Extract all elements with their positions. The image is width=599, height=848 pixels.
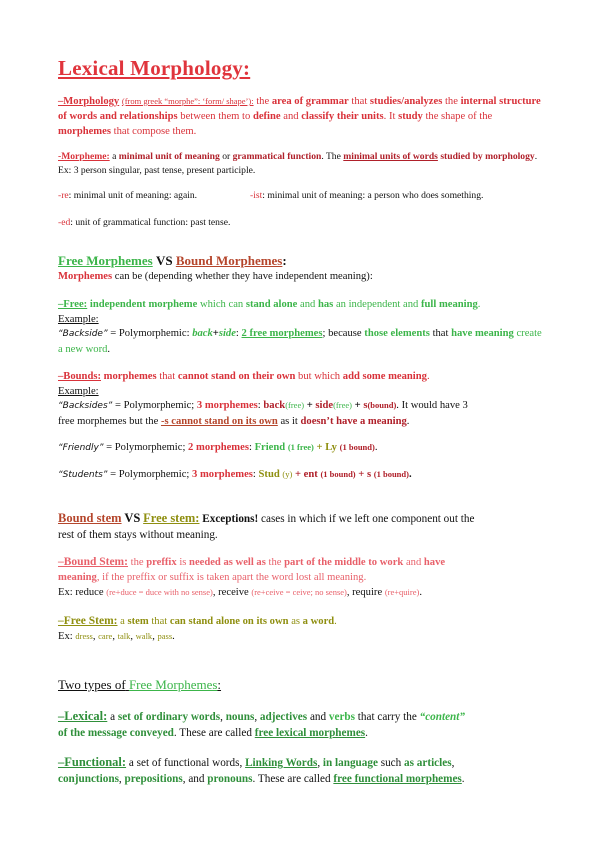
text: that xyxy=(151,616,168,627)
morphemes-term: morphemes xyxy=(103,371,157,382)
stem-paragraph xyxy=(58,511,544,543)
bound-stem-term: –Bound Stem: xyxy=(58,556,128,568)
text: . xyxy=(461,772,465,785)
example-label: Example: xyxy=(58,386,99,397)
text: and xyxy=(283,111,299,122)
morphemes-term: morphemes xyxy=(58,126,111,137)
text: . The xyxy=(321,151,341,162)
no-meaning-term: doesn’t have a meaning xyxy=(300,416,407,427)
back-morpheme: back xyxy=(192,328,213,339)
text: and xyxy=(300,299,316,310)
text: Ex: xyxy=(58,631,73,642)
free-tag: (1 free) xyxy=(287,442,314,452)
ent-morpheme: + ent xyxy=(294,469,318,480)
text: = Polymorphemic; xyxy=(106,442,186,453)
text: as it xyxy=(280,416,298,427)
free-stem-heading: Free stem: xyxy=(143,511,200,525)
text: that compose them. xyxy=(113,126,197,137)
page-title: Lexical Morphology: xyxy=(58,56,251,80)
text: a set of functional words, xyxy=(128,757,243,769)
morphology-term: –Morphology xyxy=(58,96,120,107)
s-cannot-stand: -s cannot stand on its own xyxy=(160,416,278,427)
two-free-morphemes: 2 free morphemes xyxy=(241,328,323,339)
s-morpheme: + s xyxy=(358,469,372,480)
text: Ex: reduce xyxy=(58,587,104,598)
text: , receive xyxy=(212,587,249,598)
text: that carry the xyxy=(357,711,417,723)
text: . xyxy=(426,371,430,382)
cannot-stand-term: cannot stand on their own xyxy=(177,371,296,382)
bounds-example-label xyxy=(58,384,544,399)
text: : xyxy=(235,328,239,339)
have-term: have xyxy=(423,557,446,568)
text: the xyxy=(444,96,458,107)
ly-morpheme: + Ly xyxy=(316,442,337,453)
text: : xyxy=(257,400,261,411)
example-word: talk xyxy=(117,631,131,641)
free-vs-bound-heading xyxy=(58,252,544,269)
example-word: care xyxy=(98,631,113,641)
studies-term: studies/analyzes xyxy=(369,96,443,107)
ordinary-words-term: set of ordinary words xyxy=(117,711,221,723)
text: . It xyxy=(383,111,396,122)
text: cases in which if we left one component out the xyxy=(261,513,475,525)
independent-morpheme-term: independent morpheme xyxy=(89,299,198,310)
backsides-example: “Backsides” = Polymorphemic; 3 morphemes: back(free) + side(free) + s(bound). It would have 3 free morphemes but the -s cannot stand on its own as it doesn’t have a meaning. xyxy=(58,400,468,427)
lexical-paragraph xyxy=(58,709,544,741)
functional-paragraph xyxy=(58,755,544,787)
friendly-example: “Friendly” = Polymorphemic; 2 morphemes: Friend (1 free) + Ly (1 bound). xyxy=(58,442,378,453)
free-paragraph xyxy=(58,297,544,312)
example-ist-line xyxy=(250,189,550,203)
text: as xyxy=(291,616,301,627)
text: that xyxy=(351,96,368,107)
meaning-term: meaning xyxy=(474,328,514,339)
text: a xyxy=(112,151,117,162)
text: . xyxy=(172,631,175,642)
bound-stem-heading: Bound stem xyxy=(58,511,122,525)
text: that xyxy=(432,328,449,339)
text: Two types of xyxy=(58,677,126,692)
friend-morpheme: Friend xyxy=(254,442,286,453)
receive-note: (re+ceive = ceive; no sense) xyxy=(251,587,347,597)
content-term: “content” xyxy=(419,711,465,723)
full-meaning-term: full meaning xyxy=(420,299,478,310)
text: rest of them stays without meaning. xyxy=(58,528,218,541)
pronouns-term: pronouns xyxy=(207,772,253,785)
in-language-term: in language xyxy=(322,757,378,769)
studied-term: studied xyxy=(440,151,471,162)
morphology-etymology: (from greek “morphe”: ‘form/ shape’): xyxy=(121,96,254,106)
add-meaning-term: add some meaning xyxy=(342,371,427,382)
articles-term: as articles xyxy=(404,757,452,769)
text: , xyxy=(112,631,118,642)
free-lexical-morphemes: free lexical morphemes xyxy=(254,726,366,739)
text: . xyxy=(334,616,337,627)
text: the xyxy=(256,96,270,107)
free-tag: (free) xyxy=(333,400,352,410)
text: such xyxy=(380,757,402,769)
text: or xyxy=(222,151,231,162)
re-text: : minimal unit of meaning: again. xyxy=(68,190,198,201)
vs-label: VS xyxy=(155,253,173,268)
text: , xyxy=(451,757,455,769)
those-elements-term: those elements xyxy=(364,328,430,339)
text: , xyxy=(92,631,99,642)
text: = Polymorphemic; xyxy=(110,469,190,480)
verbs-term: verbs xyxy=(328,711,355,723)
free-example xyxy=(58,326,544,357)
bounds-term: –Bounds: xyxy=(58,371,101,382)
three-morphemes: 3 morphemes xyxy=(192,469,253,480)
text: , require xyxy=(346,587,383,598)
side-morpheme: side xyxy=(218,328,236,339)
stand-alone-term: stand alone xyxy=(245,299,298,310)
side-morpheme: side xyxy=(315,400,334,411)
text: an independent and xyxy=(335,299,419,310)
meaning-term: meaning xyxy=(58,572,97,583)
text: . Ex: 3 person singular, past tense, present participle. xyxy=(58,151,538,176)
text: the xyxy=(130,557,144,568)
text: = Polymorphemic: xyxy=(110,328,190,339)
message-conveyed-term: of the message conveyed xyxy=(58,726,174,739)
have-term: have xyxy=(451,328,473,339)
require-note: (re+quire) xyxy=(384,587,420,597)
text: which can xyxy=(199,299,244,310)
free-stem-term: –Free Stem: xyxy=(58,615,118,627)
exceptions-term: Exceptions! xyxy=(202,513,259,525)
ed-text: : unit of grammatical function: past tense. xyxy=(70,217,231,228)
bound-stem-paragraph xyxy=(58,555,544,585)
example-label: Example: xyxy=(58,314,99,325)
free-functional-morphemes: free functional morphemes xyxy=(333,772,462,785)
bound-tag: (bound) xyxy=(367,400,397,410)
text: the xyxy=(268,557,282,568)
bound-tag: (1 bound) xyxy=(320,469,356,479)
text: . It would have 3 xyxy=(396,400,468,411)
example-ed-line xyxy=(58,216,544,230)
text: , and xyxy=(182,772,205,785)
example-word: walk xyxy=(135,631,153,641)
students-word: “Students” xyxy=(58,470,108,480)
students-example: “Students” = Polymorphemic; 3 morphemes: Stud (y) + ent (1 bound) + s (1 bound). xyxy=(58,469,412,480)
define-term: define xyxy=(252,111,281,122)
text: a xyxy=(110,711,116,723)
prepositions-term: prepositions xyxy=(124,772,183,785)
units-term: units xyxy=(361,111,384,122)
text: + xyxy=(212,328,219,339)
ist-text: : minimal unit of meaning: a person who does something. xyxy=(262,190,484,201)
bound-morphemes-heading: Bound Morphemes xyxy=(175,253,283,268)
example-word: dress xyxy=(75,631,93,641)
area-of-grammar: area of grammar xyxy=(271,96,349,107)
free-example-label xyxy=(58,312,544,327)
internal-structure: internal structure of words and relationships xyxy=(58,96,541,122)
linking-words-term: Linking Words xyxy=(245,757,318,769)
classify-term: classify their xyxy=(301,111,359,122)
text: : xyxy=(282,253,287,268)
nouns-term: nouns xyxy=(225,711,255,723)
minimal-units-term: minimal units of words xyxy=(343,151,438,162)
part-term: part of the middle to work xyxy=(284,557,404,568)
bound-tag: (1 bound) xyxy=(373,469,409,479)
study-term: study xyxy=(398,111,423,122)
reduce-note: (re+duce = duce with no sense) xyxy=(106,587,213,597)
text: , xyxy=(220,711,223,723)
morpheme-term: -Morpheme: xyxy=(58,151,110,162)
free-vs-bound-intro xyxy=(58,269,544,284)
stem-term: stem xyxy=(127,616,149,627)
text: a xyxy=(120,616,125,627)
morphemes-term: Morphemes xyxy=(58,271,113,282)
text: free morphemes but the xyxy=(58,416,159,427)
can-stand-term: can stand alone on its own xyxy=(169,616,289,627)
free-morphemes-heading: Free Morphemes xyxy=(128,677,218,692)
text: = Polymorphemic; xyxy=(114,400,195,411)
by-morphology-term: by morphology xyxy=(472,151,535,162)
text: . These are called xyxy=(252,772,331,785)
backside-word: “Backside” xyxy=(58,329,108,339)
text: , if the preffix or suffix is taken apart the word lost all meaning xyxy=(96,572,364,583)
back-morpheme: back xyxy=(263,400,286,411)
functional-term: –Functional: xyxy=(58,755,127,769)
stud-morpheme: Stud xyxy=(258,469,280,480)
vs-label: VS xyxy=(124,511,141,525)
text: . xyxy=(107,344,111,355)
text: . These are called xyxy=(173,726,252,739)
backsides-word: “Backsides” xyxy=(58,401,113,411)
text: , xyxy=(317,757,321,769)
ist-tag: -ist xyxy=(250,190,263,201)
free-stem-paragraph xyxy=(58,614,544,629)
a-word-term: a word xyxy=(302,616,335,627)
text: and xyxy=(309,711,327,723)
bound-tag: (1 bound) xyxy=(339,442,375,452)
text: but which xyxy=(298,371,341,382)
two-types-heading xyxy=(58,676,544,693)
text: ; because xyxy=(322,328,362,339)
lexical-term: –Lexical: xyxy=(58,709,108,723)
example-word: pass xyxy=(157,631,173,641)
text: that xyxy=(159,371,176,382)
y-tag: (y) xyxy=(282,469,293,479)
bounds-paragraph xyxy=(58,369,544,384)
text: , xyxy=(118,772,122,785)
minimal-unit-term: minimal unit of meaning xyxy=(118,151,220,162)
text: and xyxy=(405,557,422,568)
needed-term: needed as well as xyxy=(189,557,266,568)
grammatical-function-term: grammatical function xyxy=(232,151,322,162)
two-morphemes: 2 morphemes xyxy=(188,442,249,453)
s-morpheme: s xyxy=(363,400,368,411)
adjectives-term: adjectives xyxy=(259,711,308,723)
text: , xyxy=(152,631,158,642)
preffix-term: preffix xyxy=(146,557,177,568)
text: between them to xyxy=(180,111,251,122)
text: . xyxy=(363,572,367,583)
has-term: has xyxy=(317,299,334,310)
re-tag: -re xyxy=(58,190,69,201)
conjunctions-term: conjunctions xyxy=(58,772,119,785)
text: . xyxy=(365,726,368,739)
text: can be (depending whether they have independent meaning): xyxy=(114,271,373,282)
text: , xyxy=(254,711,258,723)
text: . xyxy=(419,587,422,598)
free-tag: (free) xyxy=(285,400,305,410)
text: is xyxy=(179,557,187,568)
morpheme-paragraph xyxy=(58,150,544,178)
bound-stem-examples xyxy=(58,585,544,600)
friendly-word: “Friendly” xyxy=(58,443,104,453)
free-stem-examples xyxy=(58,629,544,644)
morphology-paragraph xyxy=(58,94,544,139)
ed-tag: -ed xyxy=(58,217,71,228)
text: : xyxy=(217,677,222,692)
free-morphemes-heading: Free Morphemes xyxy=(58,253,153,268)
text: the shape of the xyxy=(425,111,493,122)
free-term: –Free: xyxy=(58,299,88,310)
text: , xyxy=(130,631,136,642)
three-morphemes: 3 morphemes xyxy=(196,400,258,411)
text: . xyxy=(477,299,481,310)
create-new-word: create a new word xyxy=(58,328,542,355)
